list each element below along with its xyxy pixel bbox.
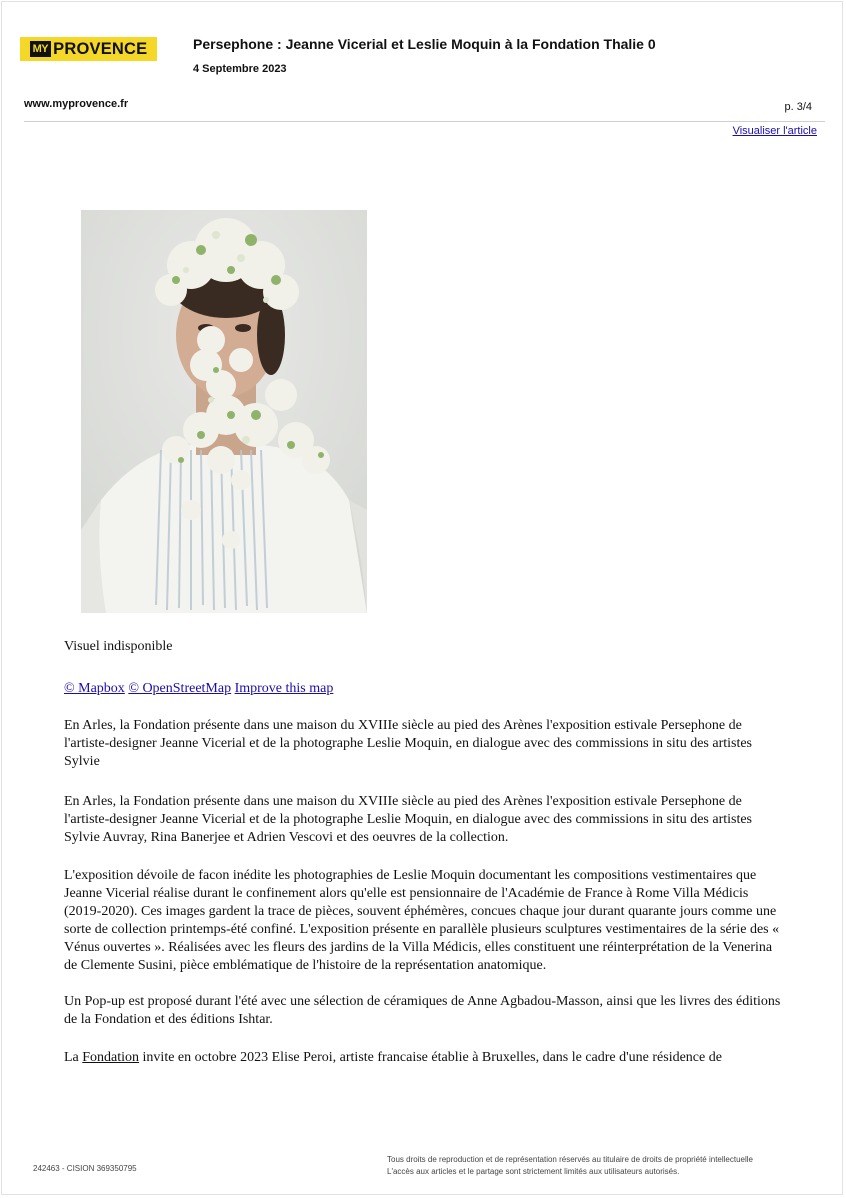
paragraph-text-start: La [64, 1050, 83, 1065]
image-caption: Visuel indisponible [64, 639, 173, 654]
paragraph-text: Un Pop-up est proposé durant l'été avec une sélection de céramiques de Anne Agbadou-Masson, ainsi que les livres des éditions de la Fondation et des éditions Ishtar. [64, 994, 781, 1027]
map-attribution [64, 680, 784, 698]
logo-provence: PROVENCE [53, 39, 148, 58]
header-divider [24, 121, 825, 122]
myprovence-logo [20, 37, 157, 61]
footer-id: 242463 - CISION 369350795 [33, 1164, 137, 1173]
paragraph-text: L'exposition dévoile de facon inédite les photographies de Leslie Moquin documentant les compositions vestimentaires que Jeanne Vicerial réalise durant le confinement alors qu'elle est pensionnaire de l'Académie de France à Rome Villa Médicis (2019-2020). Ces images gardent la trace de pièces, souvent éphémères, concues chaque jour durant quarante jours comme une sorte de collection printemps-été confiné. L'exposition présente en parallèle plusieurs sculptures vestimentaires de la série des « Vénus ouvertes ». Réalisées avec les fleurs des jardins de la Villa Médicis, elles constituent une réinterprétation de la Venerina de Clemente Susini, pièce emblématique de l'histoire de la représentation anatomique. [64, 868, 780, 973]
paragraph-text: En Arles, la Fondation présente dans une maison du XVIIIe siècle au pied des Arènes l'exposition estivale Persephone de l'artiste-designer Jeanne Vicerial et de la photographe Leslie Moquin, en dialogue avec des commissions in situ des artistes Sylvie Auvray, Rina Banerjee et Adrien Vescovi et des oeuvres de la collection. [64, 794, 753, 845]
article-date: 4 Septembre 2023 [193, 63, 287, 75]
paragraph-text: En Arles, la Fondation présente dans une maison du XVIIIe siècle au pied des Arènes l'exposition estivale Persephone de l'artiste-designer Jeanne Vicerial et de la photographe Leslie Moquin, en dialogue avec des commissions in situ des artistes Sylvie [64, 718, 753, 769]
rights-line: L'accès aux articles et le partage sont strictement limités aux utilisateurs autorisés. [387, 1167, 680, 1176]
fondation-link[interactable]: Fondation [82, 1050, 140, 1065]
openstreetmap-link[interactable]: © OpenStreetMap [128, 681, 232, 696]
article-paragraph [64, 717, 784, 771]
article-paragraph [64, 993, 784, 1029]
article-paragraph [64, 867, 784, 975]
page-number: p. 3/4 [784, 101, 812, 113]
mapbox-link[interactable]: © Mapbox [64, 681, 125, 696]
article-photo [81, 210, 367, 613]
article-paragraph [64, 1049, 784, 1067]
footer-rights [387, 1154, 827, 1178]
photo-illustration [81, 210, 367, 613]
article-title: Persephone : Jeanne Vicerial et Leslie Moquin à la Fondation Thalie 0 [193, 36, 656, 52]
view-article-link[interactable]: Visualiser l'article [732, 125, 817, 137]
rights-line: Tous droits de reproduction et de représentation réservés au titulaire de droits de propriété intellectuelle [387, 1155, 753, 1164]
paragraph-text [64, 1049, 784, 1067]
logo-my: MY [30, 41, 52, 57]
site-url: www.myprovence.fr [24, 98, 129, 110]
article-paragraph [64, 793, 784, 847]
paragraph-text-end: invite en octobre 2023 Elise Peroi, artiste francaise établie à Bruxelles, dans le cadre d'une résidence de [139, 1050, 722, 1065]
improve-map-link[interactable]: Improve this map [234, 681, 334, 696]
